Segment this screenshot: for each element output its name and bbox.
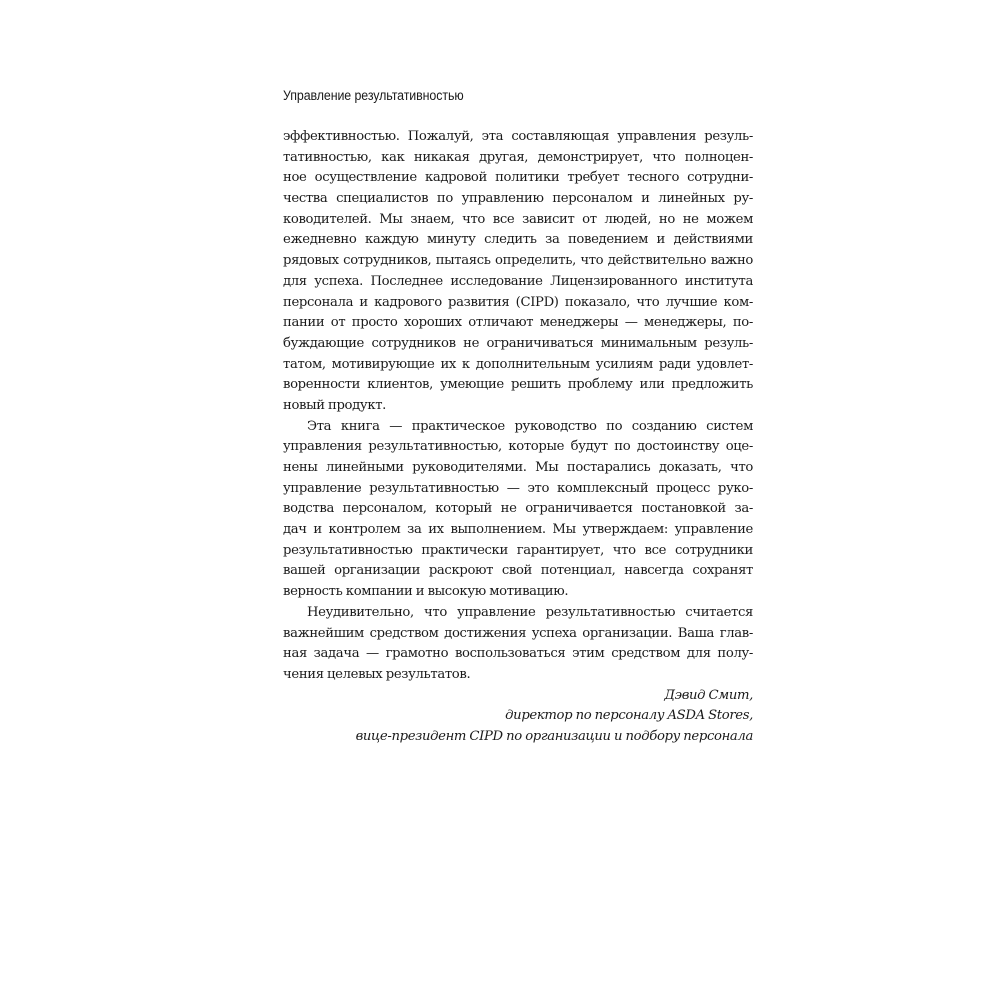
text-line: ководителей. Мы знаем, что все зависит от людей, но не можем <box>283 211 753 227</box>
text-line: Неудивительно, что управление результативностью считается <box>307 604 753 620</box>
text-line: персонала и кадрового развития (CIPD) показало, что лучшие ком- <box>283 294 753 310</box>
text-line: буждающие сотрудников не ограничиваться минимальным резуль- <box>283 335 753 351</box>
text-line: результативностью практически гарантирует, что все сотрудники <box>283 542 753 558</box>
text-line: нены линейными руководителями. Мы постарались доказать, что <box>283 460 753 475</box>
text-line: новый продукт. <box>283 397 387 413</box>
text-line: важнейшим средством достижения успеха организации. Ваша глав- <box>283 625 753 641</box>
text-line: тативностью, как никакая другая, демонстрирует, что полноцен- <box>283 149 753 165</box>
text-line: ежедневно каждую минуту следить за поведением и действиями <box>283 232 753 248</box>
text-line: вашей организации раскроют свой потенциал, навсегда сохранят <box>283 563 753 579</box>
text-line: ное осуществление кадровой политики требует тесного сотрудни- <box>283 170 753 186</box>
running-head: Управление результативностью <box>283 88 464 103</box>
body-text <box>283 127 753 748</box>
text-line: эффективностью. Пожалуй, эта составляющая управления резуль- <box>283 129 753 144</box>
text-line: чения целевых результатов. <box>283 666 471 682</box>
signature-position: директор по персоналу ASDA Stores, <box>505 708 753 724</box>
text-line: для успеха. Последнее исследование Лицензированного института <box>283 273 753 289</box>
text-line: верность компании и высокую мотивацию. <box>283 584 569 600</box>
text-line: пании от просто хороших отличают менеджеры — менеджеры, по- <box>283 315 753 331</box>
signature-name: Дэвид Смит, <box>664 687 753 703</box>
text-line: воренности клиентов, умеющие решить проблему или предложить <box>283 377 753 393</box>
text-line: татом, мотивирующие их к дополнительным усилиям ради удовлет- <box>283 356 753 372</box>
paragraph-1 <box>283 127 753 417</box>
text-line: чества специалистов по управлению персоналом и линейных ру- <box>283 191 753 207</box>
text-line: управление результативностью — это комплексный процесс руко- <box>283 480 753 496</box>
text-line: ная задача — грамотно воспользоваться этим средством для полу- <box>283 646 753 662</box>
text-line: Эта книга — практическое руководство по созданию систем <box>307 418 753 434</box>
text-line: водства персоналом, который не ограничивается постановкой за- <box>283 501 753 517</box>
signature-block <box>283 686 753 748</box>
text-line: управления результативностью, которые будут по достоинству оце- <box>283 439 753 455</box>
text-line: дач и контролем за их выполнением. Мы утверждаем: управление <box>283 522 753 538</box>
signature-affiliation: вице-президент CIPD по организации и подбору персонала <box>355 728 753 744</box>
paragraph-3 <box>283 603 753 686</box>
paragraph-2 <box>283 417 753 603</box>
text-line: рядовых сотрудников, пытаясь определить, что действительно важно <box>283 253 753 269</box>
